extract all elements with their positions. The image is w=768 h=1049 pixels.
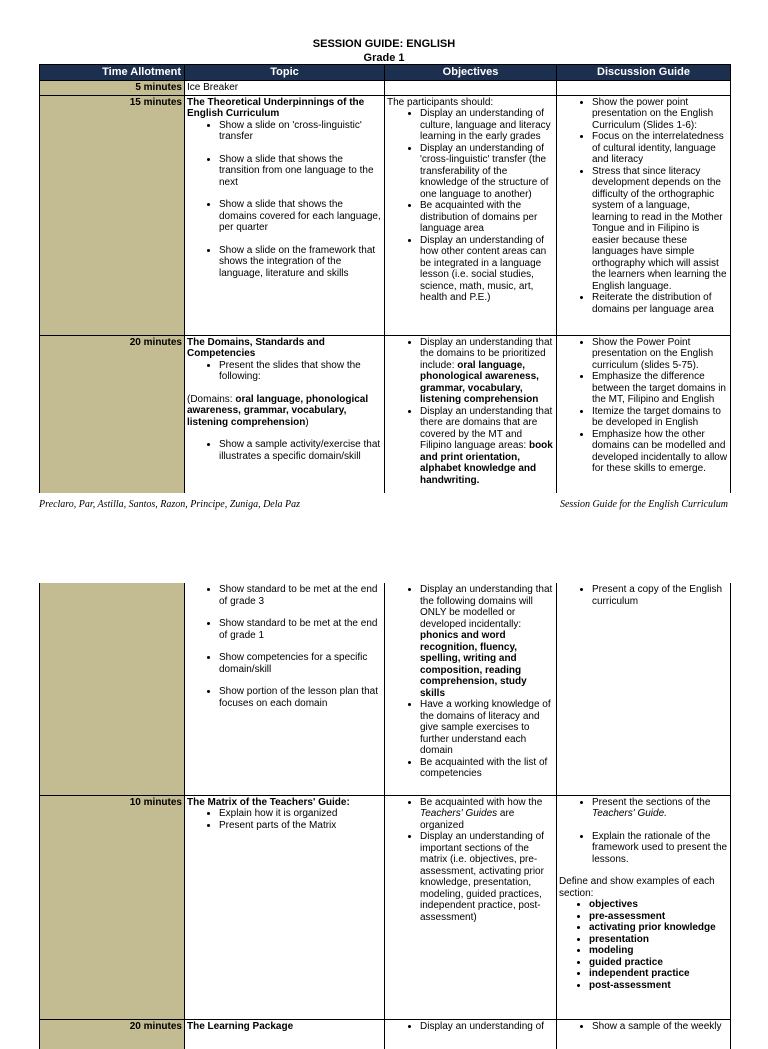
list-item: • Display an understanding of	[420, 1021, 554, 1033]
list-item: • Have a working knowledge of the domains of literacy and give sample exercises to further understand each domain	[420, 699, 554, 757]
list-item: • Explain how it is organized	[219, 808, 382, 820]
list-item: • Show a sample activity/exercise that illustrates a specific domain/skill	[219, 439, 382, 462]
time-cell: 15 minutes	[40, 95, 185, 335]
list-item: • Display an understanding of how other content areas can be integrated in a language lesson (i.e. social studies, science, math, music, art, health and P.E.)	[420, 235, 554, 304]
list-item: • Show a slide that shows the domains covered for each language, per quarter	[219, 199, 382, 234]
list-item: • Present the slides that show the following:	[219, 360, 382, 383]
objectives-intro: The participants should:	[387, 96, 494, 108]
topic-heading: The Matrix of the Teachers' Guide:	[187, 796, 350, 808]
table-row	[40, 583, 731, 795]
session-guide-table-continued	[39, 583, 731, 1049]
table-header-row	[40, 65, 731, 81]
list-item: • Display an understanding of important sections of the matrix (i.e. objectives, pre-assessment, activating prior knowledge, presentation, modeling, guided practices, independent practice, post-assessment)	[420, 831, 554, 923]
list-item: • Show the power point presentation on the English Curriculum (Slides 1-6):	[592, 97, 728, 132]
topic-cell: Ice Breaker	[185, 81, 385, 96]
list-item: • Show portion of the lesson plan that focuses on each domain	[219, 686, 382, 709]
list-item: • post-assessment	[589, 980, 728, 992]
list-item: • pre-assessment	[589, 911, 728, 923]
list-item: • Present a copy of the English curriculum	[592, 584, 728, 607]
list-item: • presentation	[589, 934, 728, 946]
topic-cell	[185, 795, 385, 1019]
topic-cell	[185, 95, 385, 335]
list-item: • Show a slide on 'cross-linguistic' transfer	[219, 120, 382, 143]
domains-note: (Domains: oral language, phonological awareness, grammar, vocabulary, listening comprehension)	[187, 393, 369, 428]
list-item: • Show standard to be met at the end of grade 3	[219, 584, 382, 607]
topic-heading: The Domains, Standards and Competencies	[187, 336, 325, 359]
list-item: • Show the Power Point presentation on the English curriculum (slides 5-75).	[592, 337, 728, 372]
document-title: SESSION GUIDE: ENGLISH	[312, 38, 456, 50]
column-header-topic: Topic	[185, 65, 385, 81]
topic-heading: The Learning Package	[187, 1020, 294, 1032]
column-header-objectives: Objectives	[385, 65, 557, 81]
column-header-time: Time Allotment	[40, 65, 185, 81]
table-row	[40, 335, 731, 493]
document-subtitle: Grade 1	[363, 52, 405, 64]
list-item: • Show competencies for a specific domain/skill	[219, 652, 382, 675]
guide-intro: Define and show examples of each section:	[559, 876, 715, 899]
list-item: • Be acquainted with the distribution of domains per language area	[420, 200, 554, 235]
list-item: • Present parts of the Matrix	[219, 820, 382, 832]
list-item: • Display an understanding that the following domains will ONLY be modelled or developed incidentally: phonics and word recognition, fluency, spelling, writing and composition, reading comprehension, study skills	[420, 584, 554, 699]
objectives-cell	[385, 583, 557, 795]
table-row	[40, 81, 731, 96]
discussion-cell	[557, 81, 731, 96]
discussion-cell	[557, 335, 731, 493]
list-item: • Show a sample of the weekly	[592, 1021, 728, 1033]
list-item: • Show standard to be met at the end of grade 1	[219, 618, 382, 641]
objectives-cell	[385, 335, 557, 493]
objectives-cell	[385, 795, 557, 1019]
column-header-discussion: Discussion Guide	[557, 65, 731, 81]
list-item: • Display an understanding that the domains to be prioritized include: oral language, phonological awareness, grammar, vocabulary, listening comprehension	[420, 337, 554, 406]
table-row	[40, 795, 731, 1019]
list-item: • modeling	[589, 945, 728, 957]
objectives-cell	[385, 95, 557, 335]
list-item: • Stress that since literacy development depends on the difficulty of the orthographic system of a language, learning to read in the Mother Tongue and in Filipino is easier because these languages have simple orthography which will assist the learners when learning the English language.	[592, 166, 728, 293]
list-item: • Display an understanding of culture, language and literacy learning in the early grades	[420, 108, 554, 143]
list-item: • Show a slide that shows the transition from one language to the next	[219, 154, 382, 189]
list-item: • Emphasize the difference between the target domains in the MT, Filipino and English	[592, 371, 728, 406]
list-item: • activating prior knowledge	[589, 922, 728, 934]
discussion-cell	[557, 795, 731, 1019]
list-item: • Explain the rationale of the framework used to present the lessons.	[592, 831, 728, 866]
session-guide-table	[39, 64, 731, 493]
list-item: • Be acquainted with the list of competencies	[420, 757, 554, 780]
topic-cell	[185, 583, 385, 795]
list-item: • objectives	[589, 899, 728, 911]
list-item: • guided practice	[589, 957, 728, 969]
discussion-cell	[557, 95, 731, 335]
list-item: • Emphasize how the other domains can be modelled and developed incidentally to allow for these skills to emerge.	[592, 429, 728, 475]
time-cell	[40, 583, 185, 795]
discussion-cell	[557, 583, 731, 795]
topic-heading: The Theoretical Underpinnings of the English Curriculum	[187, 96, 365, 119]
objectives-cell	[385, 81, 557, 96]
list-item: • independent practice	[589, 968, 728, 980]
time-cell: 20 minutes	[40, 1019, 185, 1049]
footer-document-name: Session Guide for the English Curriculum	[559, 499, 728, 510]
list-item: • Show a slide on the framework that shows the integration of the language, literature and skills	[219, 245, 382, 280]
time-cell: 20 minutes	[40, 335, 185, 493]
list-item: • Display an understanding that there are domains that are covered by the MT and Filipino language areas: book and print orientation, alphabet knowledge and handwriting.	[420, 406, 554, 487]
list-item: • Be acquainted with how the Teachers' Guides are organized	[420, 797, 554, 832]
footer-authors: Preclaro, Par, Astilla, Santos, Razon, Principe, Zuniga, Dela Paz	[39, 499, 301, 510]
list-item: • Itemize the target domains to be developed in English	[592, 406, 728, 429]
topic-cell	[185, 335, 385, 493]
list-item: • Display an understanding of 'cross-linguistic' transfer (the transferability of the knowledge of the structure of one language to another)	[420, 143, 554, 201]
table-row	[40, 95, 731, 335]
list-item: • Reiterate the distribution of domains per language area	[592, 292, 728, 315]
time-cell: 5 minutes	[40, 81, 185, 96]
list-item: • Focus on the interrelatedness of cultural identity, language and literacy	[592, 131, 728, 166]
time-cell: 10 minutes	[40, 795, 185, 1019]
list-item: • Present the sections of the Teachers' Guide.	[592, 797, 728, 820]
